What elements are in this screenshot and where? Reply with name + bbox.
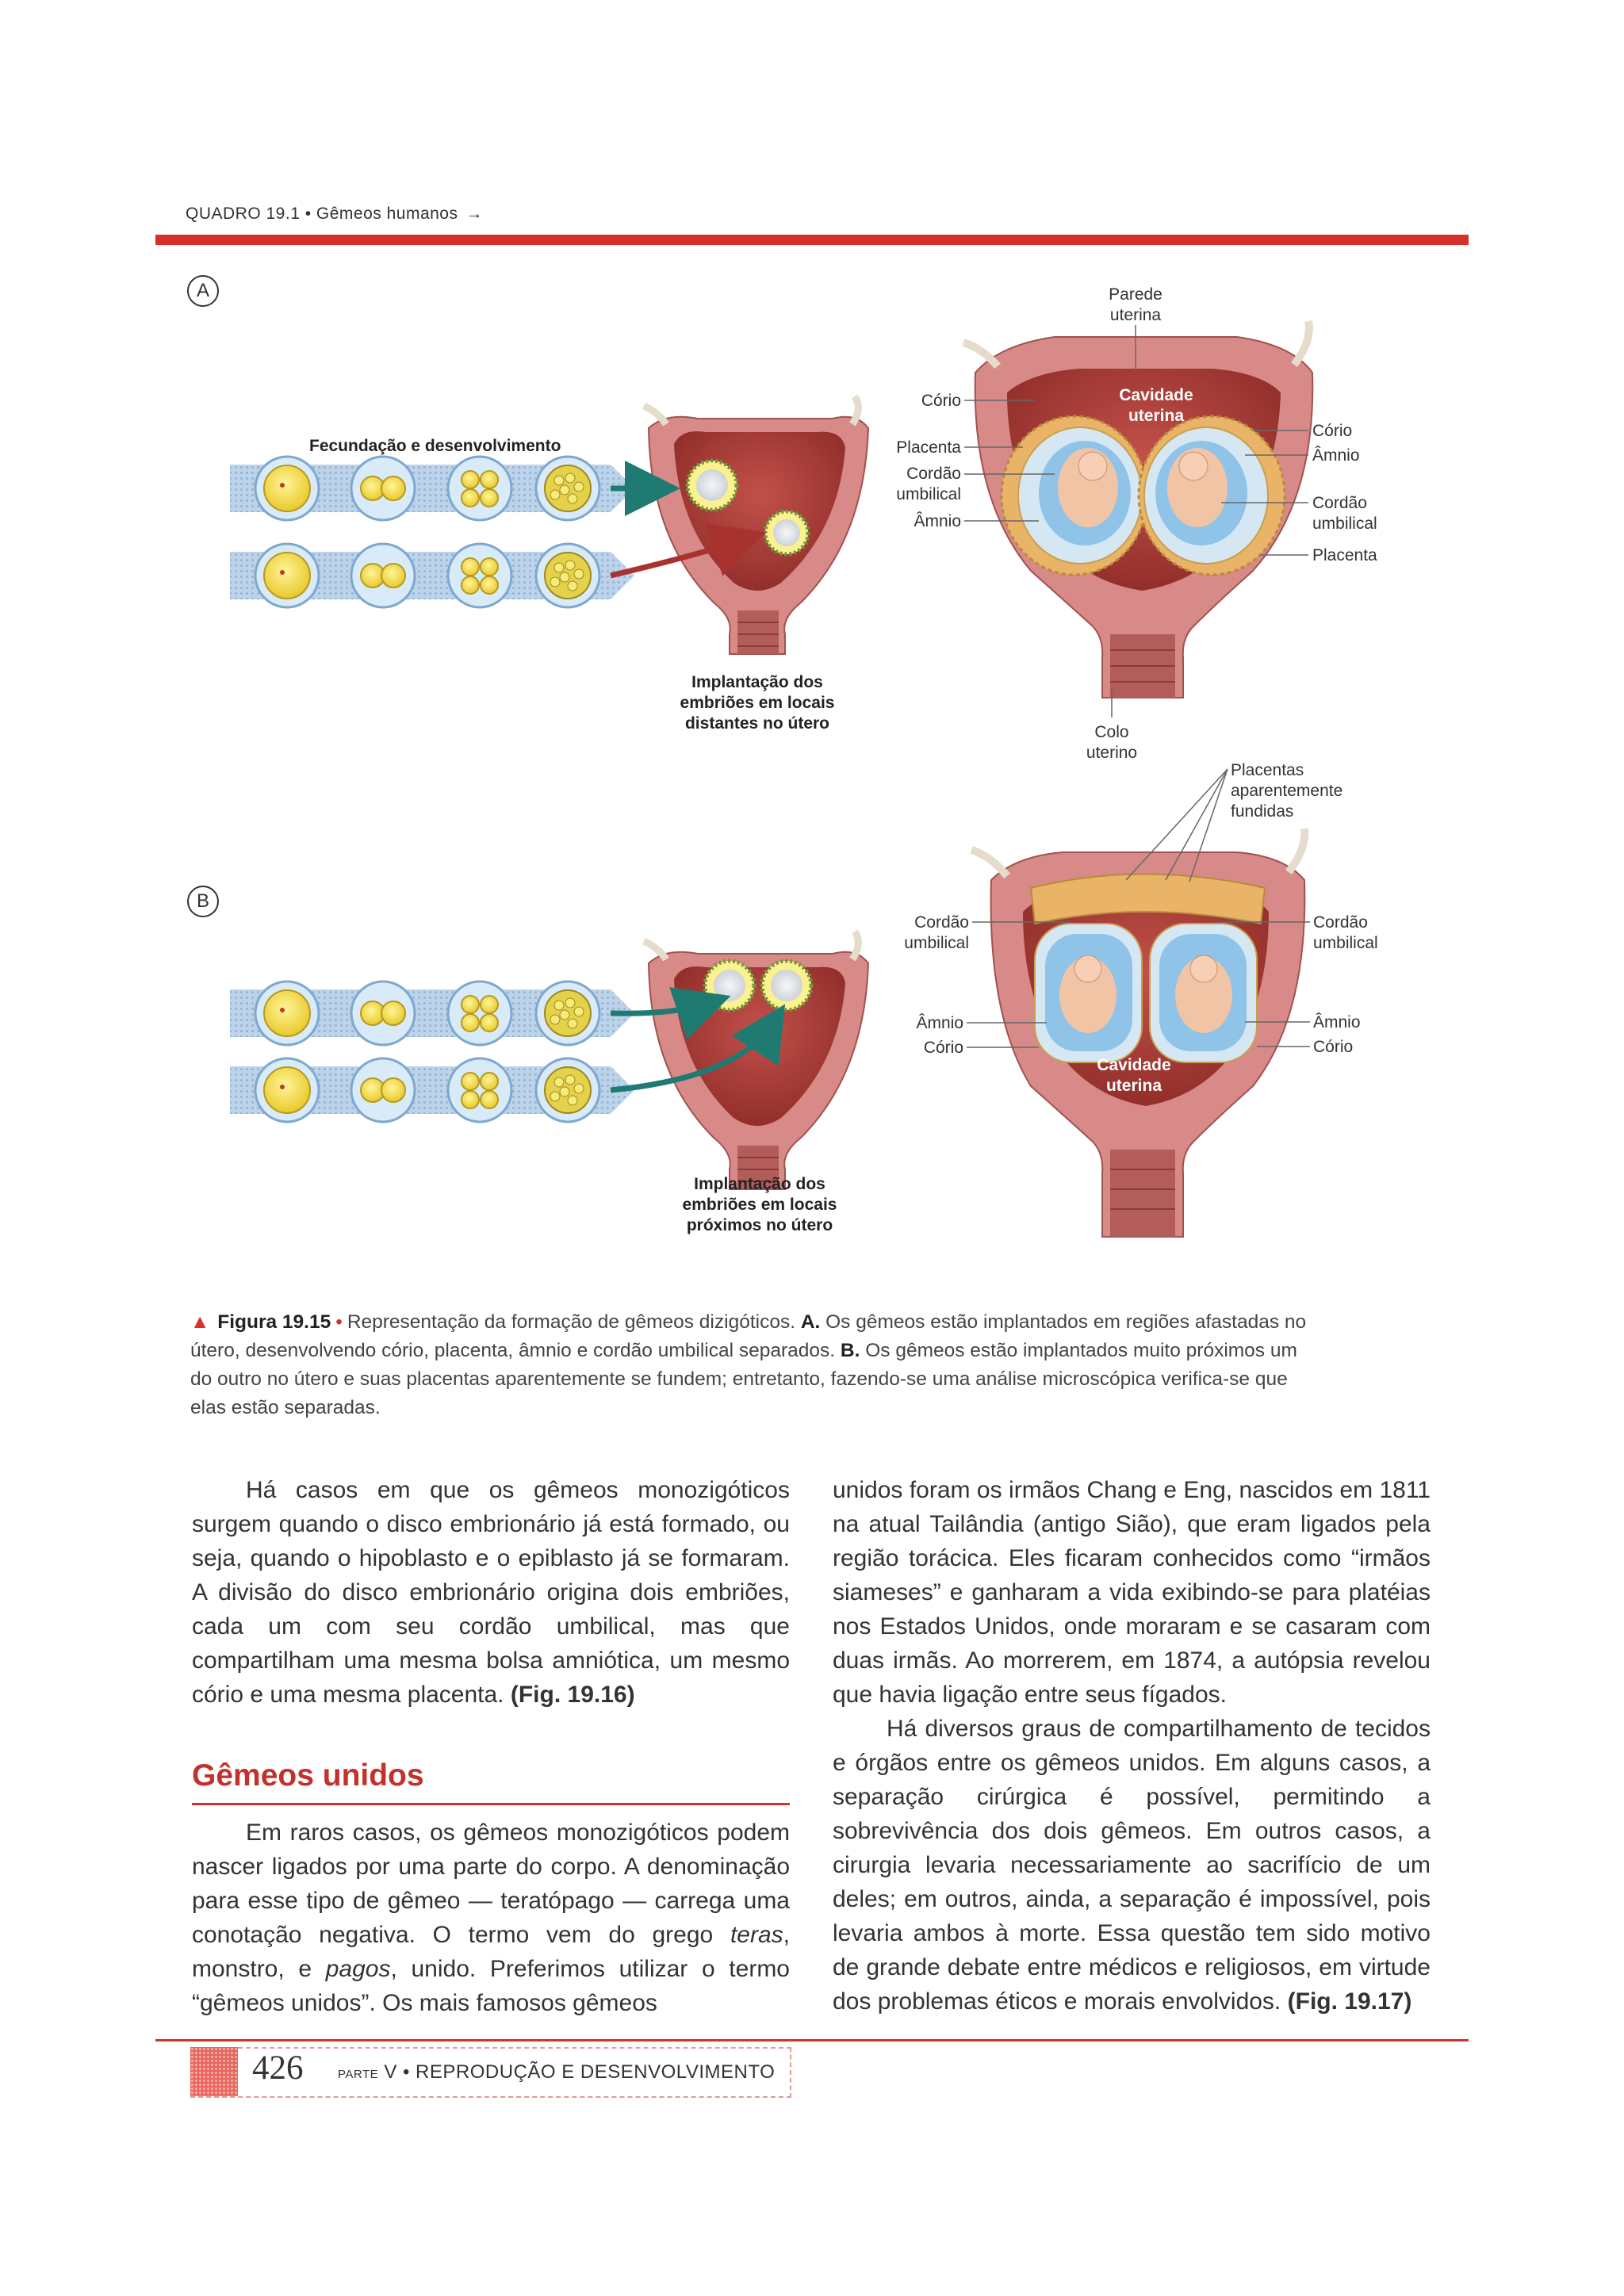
b-right-cordao-1: Cordão	[1313, 913, 1368, 932]
colo-line-2: uterino	[1086, 744, 1138, 762]
zygote-row-b1	[230, 982, 634, 1045]
footer-rule	[155, 2039, 1469, 2042]
large-uterus-b	[971, 828, 1304, 1237]
running-header: QUADRO 19.1 • Gêmeos humanos →	[186, 205, 483, 223]
a-right-cordao-1: Cordão	[1312, 494, 1367, 512]
b-right-cordao-2: umbilical	[1313, 934, 1378, 952]
zygote-row-b2	[230, 1058, 634, 1122]
figure-reference: (Fig. 19.16)	[510, 1682, 635, 1708]
cavidade-b-line-1: Cavidade	[1097, 1056, 1171, 1074]
a-left-placenta: Placenta	[896, 438, 961, 457]
implant-a-line-1: Implantação dos	[691, 673, 823, 691]
b-left-cordao-2: umbilical	[904, 934, 969, 952]
parede-line-2: uterina	[1109, 306, 1162, 324]
placentas-line-3: fundidas	[1231, 802, 1294, 821]
implant-b-line-1: Implantação dos	[694, 1175, 825, 1193]
b-left-corio: Cório	[923, 1039, 963, 1057]
triangle-marker-icon: ▲	[190, 1311, 210, 1333]
a-left-corio: Cório	[921, 392, 961, 410]
a-right-cordao-2: umbilical	[1312, 515, 1377, 533]
left-column	[192, 1473, 790, 1712]
b-left-cordao-1: Cordão	[914, 913, 969, 932]
right-column	[833, 1473, 1431, 2019]
a-right-corio: Cório	[1312, 422, 1353, 440]
panel-marker-a: A	[187, 275, 219, 307]
figure-caption: ▲ Figura 19.15 • Representação da formação de gêmeos dizigóticos. A. Os gêmeos estão implantados em regiões afastadas no útero, desenvolvendo cório, placenta, âmnio e cordão umbilical separados. B. Os gêmeos estão implantados muito próximos um do outro no útero e suas placentas aparentemente se fundem; entretanto, fazendo-se uma análise microscópica verifica-se que elas estão separadas.	[190, 1311, 1307, 1418]
b-left-amnio: Âmnio	[916, 1014, 963, 1032]
a-left-cordao-1: Cordão	[906, 465, 961, 483]
a-left-cordao-2: umbilical	[896, 485, 961, 503]
zygote-row-a1	[230, 457, 634, 520]
placentas-line-2: aparentemente	[1231, 782, 1343, 800]
a-right-amnio: Âmnio	[1312, 446, 1360, 465]
parede-line-1: Parede	[1109, 285, 1162, 304]
a-right-placenta: Placenta	[1312, 546, 1377, 564]
figure-reference: (Fig. 19.17)	[1287, 1988, 1412, 2015]
arrow-right-icon: →	[465, 205, 483, 223]
panel-marker-b: B	[187, 886, 219, 917]
colo-line-1: Colo	[1094, 723, 1129, 741]
section-rule	[192, 1803, 790, 1805]
paragraph: Há casos em que os gêmeos monozigóticos surgem quando o disco embrionário já está formado, ou seja, quando o hipoblasto e o epiblasto já se formaram. A divisão do disco embrionário origina dois embriões, cada um com seu cordão umbilical, mas que compartilham uma mesma bolsa amniótica, um mesmo cório e uma mesma placenta. (Fig. 19.16)	[192, 1477, 790, 1708]
implant-a-line-3: distantes no útero	[684, 714, 830, 733]
a-left-amnio: Âmnio	[914, 512, 961, 530]
footer-section: PARTE V • REPRODUÇÃO E DESENVOLVIMENTO	[338, 2061, 776, 2083]
zygote-row-a2	[230, 544, 634, 607]
fecundacao-label: Fecundação e desenvolvimento	[309, 437, 561, 455]
implant-b-line-3: próximos no útero	[686, 1216, 833, 1234]
figure-label: Figura 19.15	[217, 1311, 331, 1333]
b-right-corio: Cório	[1313, 1038, 1354, 1056]
section-title: Gêmeos unidos	[192, 1758, 424, 1793]
cavidade-a-line-1: Cavidade	[1119, 386, 1193, 404]
large-uterus-a	[963, 321, 1312, 698]
implant-b-line-2: embriões em locais	[682, 1196, 837, 1214]
left-column-2	[192, 1816, 790, 2020]
cavidade-b-line-2: uterina	[1105, 1077, 1162, 1095]
small-uterus-b	[644, 932, 868, 1189]
cavidade-a-line-2: uterina	[1128, 407, 1185, 425]
paragraph: Em raros casos, os gêmeos monozigóticos podem nascer ligados por uma parte do corpo. A denominação para esse tipo de gêmeo — teratópago — carrega uma conotação negativa. O termo vem do grego teras, monstro, e pagos, unido. Preferimos utilizar o termo “gêmeos unidos”. Os mais famosos gêmeos	[192, 1820, 790, 2016]
small-uterus-a	[644, 396, 868, 654]
b-right-amnio: Âmnio	[1313, 1013, 1361, 1031]
paragraph: unidos foram os irmãos Chang e Eng, nascidos em 1811 na atual Tailândia (antigo Sião), que eram ligados pela região torácica. Eles ficaram conhecidos como “irmãos siameses” e ganharam a vida exibindo-se para platéias nos Estados Unidos, onde moraram e se casaram com duas irmãs. Ao morrerem, em 1874, a autópsia revelou que havia ligação entre seus fígados.	[833, 1477, 1431, 1708]
placentas-line-1: Placentas	[1231, 761, 1304, 779]
footer-decoration	[190, 2047, 238, 2096]
page-number: 426	[252, 2049, 304, 2087]
implant-a-line-2: embriões em locais	[680, 694, 835, 712]
paragraph: Há diversos graus de compartilhamento de tecidos e órgãos entre os gêmeos unidos. Em alguns casos, a separação cirúrgica é possível, permitindo a sobrevivência dos dois gêmeos. Em outros casos, a cirurgia levaria necessariamente ao sacrifício de um deles; em outros, ainda, a separação é impossível, pois levaria ambos à morte. Essa questão tem sido motivo de grande debate entre médicos e religiosos, em virtude dos problemas éticos e morais envolvidos. (Fig. 19.17)	[833, 1716, 1431, 2015]
